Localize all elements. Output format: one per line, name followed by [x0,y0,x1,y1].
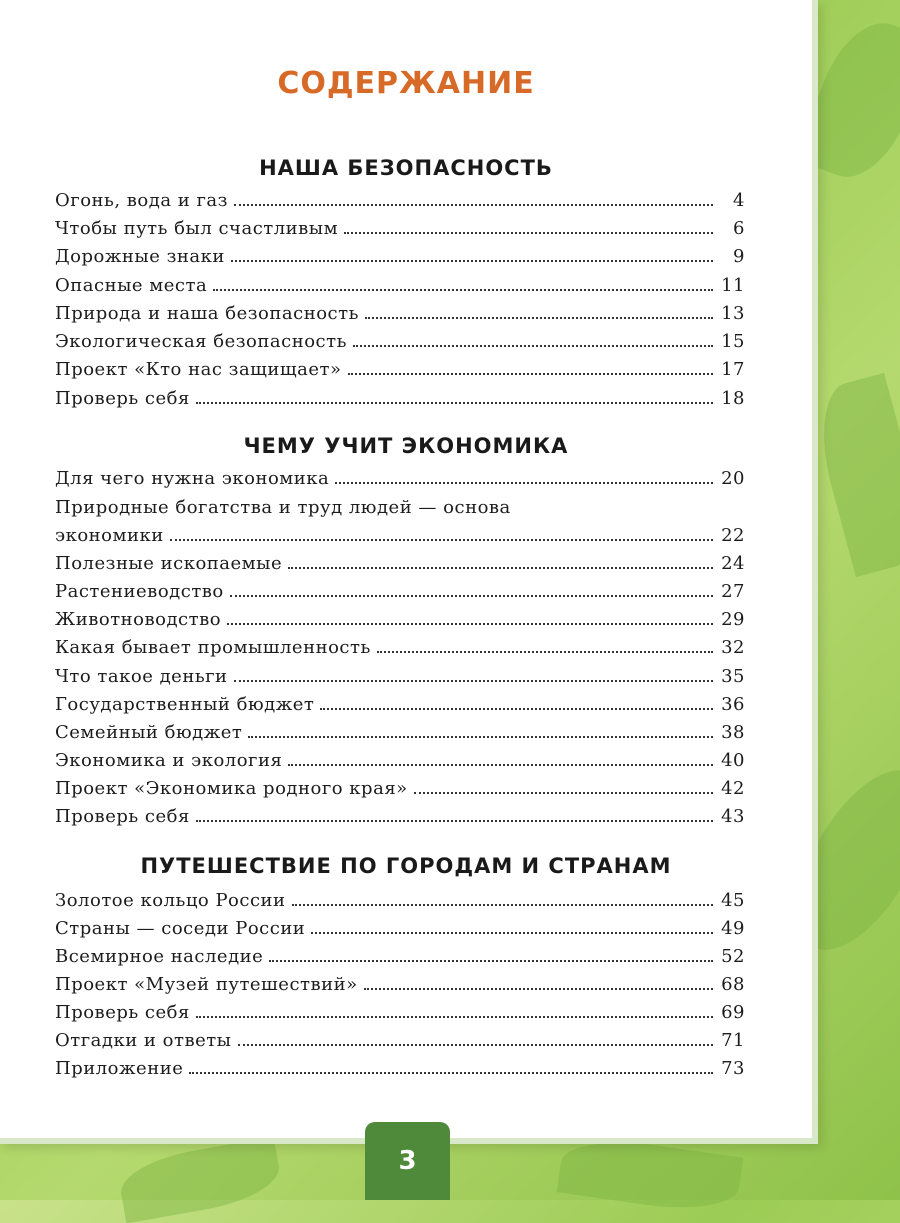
toc-entry-page: 24 [721,553,745,574]
toc-entry-page: 20 [721,468,745,489]
toc-entry-page: 29 [721,609,745,630]
toc-entry-page: 49 [721,918,745,939]
toc-entry-title: Золотое кольцо России [55,890,286,911]
toc-entry-page: 17 [721,359,745,380]
toc-entry-title: Проверь себя [55,388,190,409]
toc-entry-page: 32 [721,637,745,658]
dot-leader [344,232,713,234]
toc-entry-page: 38 [721,722,745,743]
toc-entry-title: Проверь себя [55,806,190,827]
toc-entry-title-continuation: экономики [55,525,164,546]
toc-entry-title: Проект «Кто нас защищает» [55,359,342,380]
toc-entry-title: Какая бывает промышленность [55,637,371,658]
page-title: СОДЕРЖАНИЕ [277,66,535,101]
toc-entry-title: Проект «Музей путешествий» [55,974,358,995]
dot-leader [196,820,713,822]
toc-entry-title: Приложение [55,1058,184,1079]
toc-entry-title[interactable]: Природные богатства и труд людей — основа [55,497,511,518]
toc-entry-page: 73 [721,1058,745,1079]
toc-entry[interactable] [55,666,745,694]
toc-entry-page: 11 [721,275,745,296]
section-heading-travel: ПУТЕШЕСТВИЕ ПО ГОРОДАМ И СТРАНАМ [140,854,672,878]
toc-entry-page: 68 [721,974,745,995]
toc-entry-title: Семейный бюджет [55,722,243,743]
dot-leader [320,708,713,710]
toc-entry[interactable] [55,890,745,918]
dot-leader [269,960,713,962]
toc-entry[interactable] [55,918,745,946]
toc-entry-page: 43 [721,806,745,827]
toc-entry-page: 9 [733,246,745,267]
toc-entry-title: Природа и наша безопасность [55,303,359,324]
toc-entry-page: 6 [733,218,745,239]
dot-leader [196,1016,713,1018]
toc-entry[interactable] [55,468,745,496]
dot-leader [196,402,713,404]
toc-entry-page: 40 [721,750,745,771]
toc-entry-title: Отгадки и ответы [55,1030,232,1051]
toc-entry[interactable] [55,806,745,834]
toc-entry[interactable] [55,637,745,665]
toc-entry-page: 18 [721,388,745,409]
toc-entry-page: 22 [721,525,745,546]
background-leaf [116,1137,284,1223]
toc-entry[interactable] [55,609,745,637]
toc-entry-title: Что такое деньги [55,666,228,687]
dot-leader [189,1072,713,1074]
dot-leader [335,482,713,484]
toc-entry-title: Животноводство [55,609,222,630]
toc-entry-title: Растениеводство [55,581,224,602]
toc-entry-title: Полезные ископаемые [55,553,283,574]
toc-entry-title: Проект «Экономика родного края» [55,778,408,799]
toc-entry[interactable] [55,246,745,274]
toc-entry[interactable] [55,303,745,331]
toc-entry[interactable] [55,275,745,303]
toc-entry[interactable] [55,694,745,722]
page-number: 3 [398,1146,417,1176]
dot-leader [227,623,713,625]
dot-leader [288,567,713,569]
toc-entry-title: Всемирное наследие [55,946,264,967]
toc-entry[interactable] [55,1030,745,1058]
dot-leader [292,904,713,906]
toc-entry-page: 45 [721,890,745,911]
background-leaf [557,1133,744,1217]
toc-entry-title: Чтобы путь был счастливым [55,218,339,239]
toc-entry[interactable] [55,722,745,750]
toc-entry-page: 71 [721,1030,745,1051]
toc-entry-title: Для чего нужна экономика [55,468,330,489]
dot-leader [234,680,713,682]
toc-entry[interactable] [55,388,745,416]
toc-entry[interactable] [55,218,745,246]
toc-entry-page: 27 [721,581,745,602]
toc-entry[interactable] [55,553,745,581]
dot-leader [288,764,713,766]
toc-entry-title: Дорожные знаки [55,246,225,267]
dot-leader [353,345,713,347]
toc-entry-title: Огонь, вода и газ [55,190,228,211]
toc-entry[interactable] [55,331,745,359]
toc-entry-page: 52 [721,946,745,967]
dot-leader [230,595,713,597]
toc-entry-title: Государственный бюджет [55,694,315,715]
toc-entry-title: Опасные места [55,275,208,296]
toc-entry-title: Проверь себя [55,1002,190,1023]
dot-leader [213,289,713,291]
toc-entry-title: Экологическая безопасность [55,331,347,352]
toc-entry-title: Страны — соседи России [55,918,306,939]
toc-entry-page: 35 [721,666,745,687]
dot-leader [365,317,713,319]
dot-leader [311,932,713,934]
toc-entry-page: 42 [721,778,745,799]
dot-leader [234,204,713,206]
dot-leader [364,988,713,990]
dot-leader [414,792,713,794]
toc-entry[interactable] [55,946,745,974]
toc-entry[interactable] [55,1058,745,1086]
page-number-tab [365,1122,450,1200]
toc-entry[interactable] [55,778,745,806]
dot-leader [170,539,713,541]
toc-entry[interactable] [55,359,745,387]
toc-entry[interactable] [55,1002,745,1030]
toc-entry-page: 4 [733,190,745,211]
toc-entry-page: 15 [721,331,745,352]
toc-entry-page: 36 [721,694,745,715]
section-heading-safety: НАША БЕЗОПАСНОСТЬ [259,156,553,180]
background-leaf [807,373,900,577]
toc-entry[interactable] [55,525,745,553]
toc-entry-page: 13 [721,303,745,324]
toc-entry[interactable] [55,581,745,609]
dot-leader [348,373,714,375]
toc-entry-page: 69 [721,1002,745,1023]
toc-entry[interactable] [55,750,745,778]
toc-entry[interactable] [55,190,745,218]
dot-leader [377,651,713,653]
section-heading-economics: ЧЕМУ УЧИТ ЭКОНОМИКА [243,434,569,458]
dot-leader [231,260,713,262]
dot-leader [248,736,713,738]
dot-leader [238,1044,713,1046]
toc-entry[interactable] [55,974,745,1002]
toc-entry-title: Экономика и экология [55,750,283,771]
